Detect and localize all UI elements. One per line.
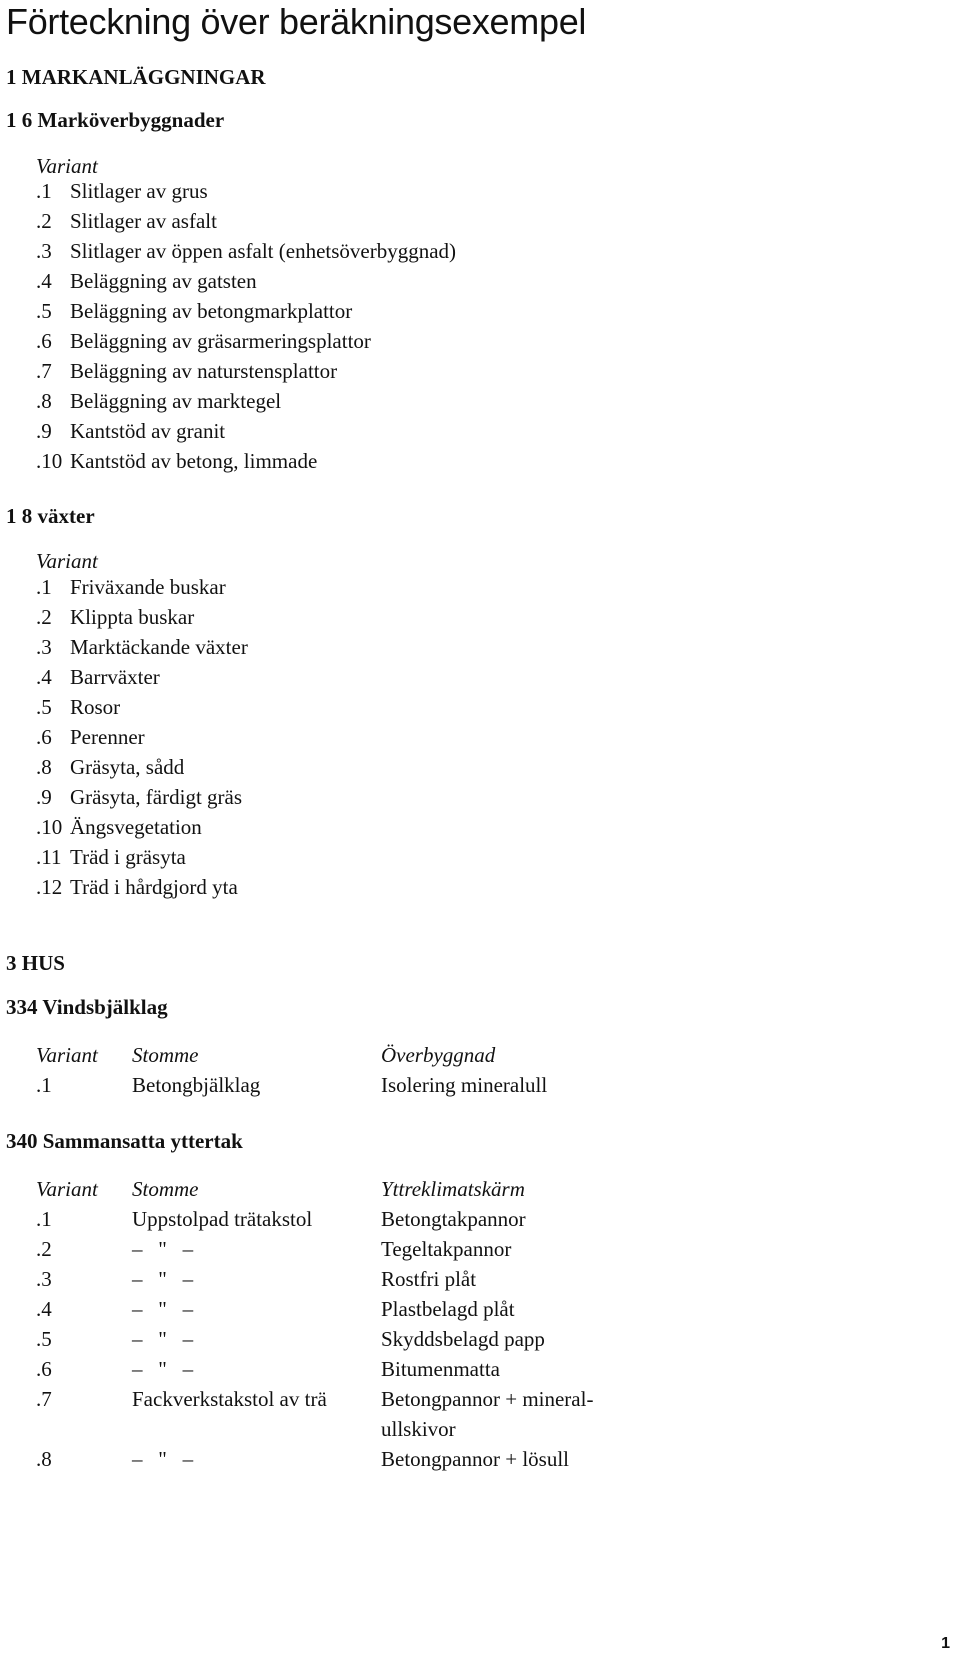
table-row [0,1354,960,1384]
table-row [0,1384,960,1414]
list-item [36,326,456,356]
item-text: Träd i gräsyta [70,845,186,869]
table-cell: ullskivor [381,1417,456,1441]
table-cell: – " – [132,1327,194,1351]
item-number: .4 [36,269,52,293]
item-text: Perenner [70,725,145,749]
list-item [36,692,248,722]
column-header: Överbyggnad [381,1043,496,1067]
table-cell: – " – [132,1297,194,1321]
list-item [36,416,456,446]
item-text: Klippta buskar [70,605,195,629]
table-cell: Tegeltakpannor [381,1237,512,1261]
item-number: .6 [36,329,52,353]
table-cell: Betongtakpannor [381,1207,526,1231]
table-cell: – " – [132,1267,194,1291]
table-row [0,1234,960,1264]
item-number: .3 [36,635,52,659]
table-header [0,1174,960,1204]
item-number: .8 [36,755,52,779]
list-item [36,236,456,266]
column-header: Yttreklimatskärm [381,1177,525,1201]
list-item [36,842,248,872]
subsection-heading: 1 6 Marköverbyggnader [6,108,225,132]
subsection-heading: 340 Sammansatta yttertak [6,1129,243,1153]
item-number: .2 [36,605,52,629]
item-text: Slitlager av öppen asfalt (enhetsöverbyggnad) [70,239,457,263]
page-number: 1 [941,1635,950,1652]
item-text: Slitlager av grus [70,179,208,203]
table-cell: Skyddsbelagd papp [381,1327,545,1351]
item-text: Marktäckande växter [70,635,248,659]
table-cell: – " – [132,1447,194,1471]
item-text: Träd i hårdgjord yta [70,875,238,899]
table-cell: .7 [36,1387,52,1411]
list-item [36,782,248,812]
table-row [0,1324,960,1354]
item-text: Rosor [70,695,121,719]
item-number: .7 [36,359,52,383]
list-item [36,446,456,476]
table-row [0,1444,960,1474]
item-text: Beläggning av marktegel [70,389,282,413]
subsection-heading: 1 8 växter [6,504,95,528]
column-label-variant: Variant [36,549,98,573]
list-item [36,176,456,206]
list-item [36,386,456,416]
list-item [36,812,248,842]
column-header: Variant [36,1177,98,1201]
table-cell: Betongpannor + lösull [381,1447,569,1471]
item-number: .12 [36,875,63,899]
item-text: Beläggning av gatsten [70,269,257,293]
item-number: .8 [36,389,52,413]
table-row [0,1414,960,1444]
table-cell: Isolering mineralull [381,1073,548,1097]
table-cell: .5 [36,1327,52,1351]
item-text: Beläggning av naturstensplattor [70,359,338,383]
list-item [36,722,248,752]
list-item [36,572,248,602]
item-text: Kantstöd av betong, limmade [70,449,318,473]
table-cell: .1 [36,1073,52,1097]
item-text: Beläggning av gräsarmeringsplattor [70,329,371,353]
page-title: Förteckning över beräkningsexempel [6,1,587,42]
table-cell: .6 [36,1357,52,1381]
table-cell: .2 [36,1237,52,1261]
column-header: Variant [36,1043,98,1067]
table-cell: Uppstolpad trätakstol [132,1207,313,1231]
item-text: Beläggning av betongmarkplattor [70,299,353,323]
item-number: .3 [36,239,52,263]
list-item [36,602,248,632]
table-cell: .4 [36,1297,52,1321]
column-label-variant: Variant [36,154,98,178]
list-item [36,662,248,692]
list-item [36,632,248,662]
list-item [36,206,456,236]
item-text: Friväxande buskar [70,575,226,599]
item-number: .10 [36,815,63,839]
list-item [36,356,456,386]
variant-list [36,572,248,902]
table-cell: Bitumenmatta [381,1357,500,1381]
column-header: Stomme [132,1043,199,1067]
table-cell: .8 [36,1447,52,1471]
table-cell: .1 [36,1207,52,1231]
section-heading: 1 MARKANLÄGGNINGAR [6,65,266,89]
item-text: Kantstöd av granit [70,419,226,443]
table-row [0,1204,960,1234]
item-number: .5 [36,695,52,719]
section-heading: 3 HUS [6,951,65,975]
table-cell: – " – [132,1357,194,1381]
item-text: Gräsyta, färdigt gräs [70,785,243,809]
table-cell: Betongbjälklag [132,1073,261,1097]
item-text: Gräsyta, sådd [70,755,185,779]
variant-list [36,176,456,476]
column-header: Stomme [132,1177,199,1201]
table-cell: Rostfri plåt [381,1267,477,1291]
list-item [36,296,456,326]
item-text: Ängsvegetation [70,815,202,839]
item-number: .1 [36,575,52,599]
table-row [0,1294,960,1324]
item-number: .9 [36,785,52,809]
item-number: .11 [36,845,62,869]
table-cell: .3 [36,1267,52,1291]
subsection-heading: 334 Vindsbjälklag [6,995,168,1019]
item-number: .2 [36,209,52,233]
table-cell: Plastbelagd plåt [381,1297,515,1321]
item-number: .9 [36,419,52,443]
item-text: Barrväxter [70,665,160,689]
table-cell: Fackverkstakstol av trä [132,1387,327,1411]
table-cell: Betongpannor + mineral- [381,1387,594,1411]
table-row [0,1070,960,1100]
list-item [36,872,248,902]
item-number: .1 [36,179,52,203]
item-number: .4 [36,665,52,689]
list-item [36,266,456,296]
item-number: .6 [36,725,52,749]
item-text: Slitlager av asfalt [70,209,217,233]
item-number: .10 [36,449,63,473]
table-row [0,1264,960,1294]
table-cell: – " – [132,1237,194,1261]
item-number: .5 [36,299,52,323]
table-header [0,1040,960,1070]
list-item [36,752,248,782]
